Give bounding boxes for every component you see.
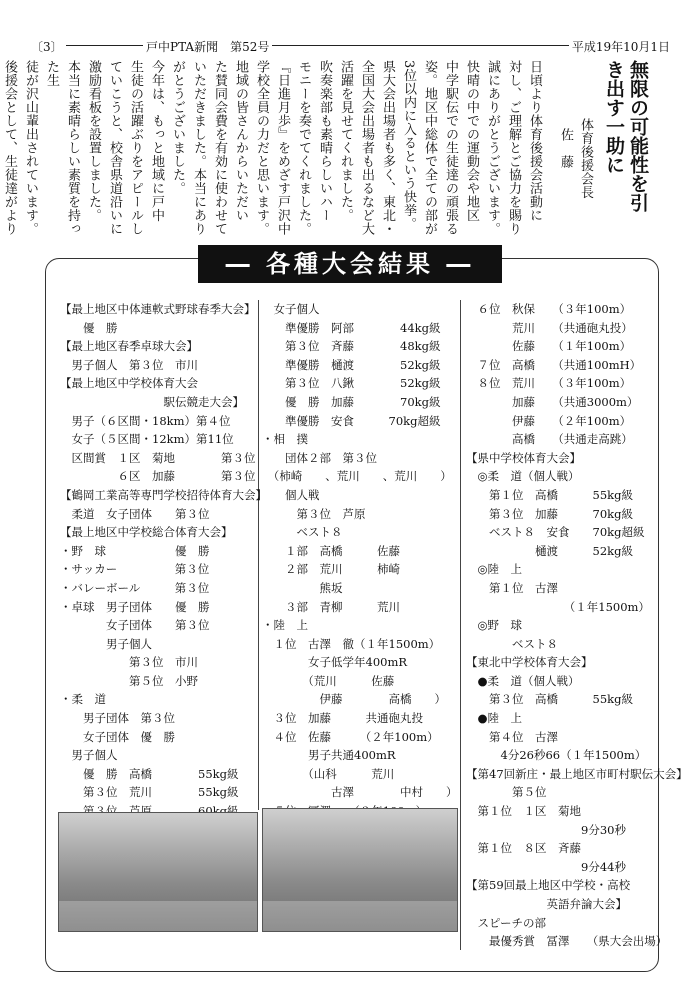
result-line: 9分44秒: [466, 859, 626, 874]
result-line: 【第59回最上地区中学校・高校: [466, 878, 631, 893]
result-line: 男子個人: [60, 748, 118, 763]
article-line: 県大会出場者も多く、東北・: [380, 60, 395, 236]
article-line: モニーを奏でてくれました。: [296, 60, 311, 236]
article-line: 誠にありがとうございます。: [485, 60, 500, 236]
result-line: ６区 加藤 第３位: [60, 469, 256, 484]
result-line: 女子低学年400mR: [262, 655, 408, 670]
result-line: 第３位 高橋 55kg級: [466, 692, 633, 707]
result-line: 熊坂: [262, 580, 343, 595]
result-line: 佐藤 （１年100m）: [466, 339, 632, 354]
result-line: 第３位 八鍬 52kg級: [262, 376, 441, 391]
result-line: 第４位 古澤: [466, 729, 558, 744]
result-line: 準優勝 安食 70kg超級: [262, 413, 441, 428]
result-line: 男子（６区間・18km）第４位: [60, 413, 231, 428]
result-line: ・サッカー 第３位: [60, 562, 210, 577]
result-line: 第３位 芦原: [262, 506, 366, 521]
result-line: 第１位 １区 菊地: [466, 804, 581, 819]
result-line: 4分26秒66（１年1500m）: [466, 748, 647, 763]
result-line: １位 古澤 徹（１年1500m）: [262, 636, 441, 651]
results-column-1: [60, 300, 267, 839]
result-line: ・柔 道: [60, 692, 106, 707]
result-line: ベスト８ 安食 70kg超級: [466, 525, 645, 540]
result-line: 男子共通400mR: [262, 748, 396, 763]
result-line: ８位 荒川 （３年100m）: [466, 376, 632, 391]
result-line: 第３位 荒川 55kg級: [60, 785, 239, 800]
result-line: ７位 高橋 （共通100mH）: [466, 357, 642, 372]
result-line: 【最上地区中体連軟式野球春季大会】: [60, 302, 256, 316]
result-line: 優 勝: [60, 320, 118, 335]
article-line: 吹奏楽部も素晴らしいハー: [317, 60, 332, 222]
result-line: ・陸 上: [262, 618, 308, 633]
result-line: 【最上地区中学校体育大会: [60, 376, 198, 391]
article-line: た賛同会費を有効に使わせて: [212, 60, 227, 236]
result-line: ３位 加藤 共通砲丸投: [262, 711, 423, 726]
result-line: 第１位 ８区 斉藤: [466, 841, 581, 856]
result-line: 最優秀賞 冨澤 （県大会出場）: [466, 934, 668, 949]
result-line: 女子団体 第３位: [60, 618, 210, 633]
result-line: 第３位 加藤 70kg級: [466, 506, 633, 521]
result-line: スピーチの部: [466, 915, 547, 930]
article-line: 後援会として、生徒達がより: [2, 60, 17, 236]
section-title: ― 各種大会結果 ―: [198, 245, 502, 283]
result-line: （１年1500m）: [466, 599, 650, 614]
result-line: ベスト８: [262, 525, 343, 540]
article-line: がとうございました。: [170, 60, 185, 195]
result-line: 優 勝 高橋 55kg級: [60, 766, 239, 781]
result-line: （柿崎 、荒川 、荒川 ）: [262, 469, 452, 484]
results-column-3: [466, 300, 688, 951]
result-line: ●陸 上: [466, 711, 523, 726]
result-line: 第３位 市川: [60, 655, 198, 670]
article-line: 姿。地区中総体で全ての部が: [422, 60, 437, 236]
result-line: 準優勝 樋渡 52kg級: [262, 357, 441, 372]
article-line: 全国大会出場者も出るなど大: [359, 60, 374, 236]
result-line: 柔道 女子団体 第３位: [60, 506, 210, 521]
result-line: 【第47回新庄・最上地区市町村駅伝大会】: [466, 766, 688, 781]
result-line: 女子団体 優 勝: [60, 729, 175, 744]
result-line: 9分30秒: [466, 822, 626, 837]
newspaper-title: 戸中PTA新聞 第52号: [143, 38, 272, 55]
baseball-team-photo: [58, 812, 258, 932]
result-line: 女子個人: [262, 302, 320, 316]
result-line: ・野 球 優 勝: [60, 543, 210, 558]
result-line: 樋渡 52kg級: [466, 543, 633, 558]
result-line: 第１位 古澤: [466, 580, 558, 595]
article-line: 学校全員の力だと思います。: [254, 60, 269, 236]
result-line: 区間賞 １区 菊地 第３位: [60, 450, 256, 465]
result-line: 【最上地区中学校総合体育大会】: [60, 525, 233, 540]
article-line: 3位以内に入るという快挙。: [401, 60, 416, 231]
column-divider: [460, 300, 461, 950]
article-line: ていこうと、校舎県道沿いに: [107, 60, 122, 236]
author-title: 体育後援会長: [578, 118, 593, 199]
result-line: 第３位 斉藤 48kg級: [262, 339, 441, 354]
result-line: 優 勝 加藤 70kg級: [262, 394, 441, 409]
result-line: ２部 荒川 柿崎: [262, 562, 400, 577]
result-line: 駅伝競走大会】: [60, 394, 244, 409]
result-line: ・バレーボール 第３位: [60, 580, 210, 595]
article-line: 今年は、もっと地域に戸中: [149, 60, 164, 222]
result-line: ベスト８: [466, 636, 558, 651]
article-line: 本当に素晴らしい素質を持った生: [44, 60, 80, 236]
result-line: ◎陸 上: [466, 562, 523, 577]
results-column-2: [262, 300, 458, 839]
result-line: 第１位 高橋 55kg級: [466, 487, 633, 502]
article-line: 活躍を見せてくれました。: [338, 60, 353, 222]
article-line: 激励看板を設置しました。: [86, 60, 101, 222]
result-line: 【最上地区春季卓球大会】: [60, 339, 198, 354]
result-line: ●柔 道（個人戦）: [466, 673, 580, 688]
result-line: 団体２部 第３位: [262, 450, 377, 465]
result-line: （山科 荒川: [262, 766, 395, 781]
result-line: 高橋 （共通走高跳）: [466, 432, 633, 447]
result-line: 【県中学校体育大会】: [466, 450, 581, 465]
result-line: ・卓球 男子団体 優 勝: [60, 599, 210, 614]
result-line: ６位 秋保 （３年100m）: [466, 302, 632, 316]
result-line: （荒川 佐藤: [262, 673, 395, 688]
result-line: 準優勝 阿部 44kg級: [262, 320, 441, 335]
result-line: 【東北中学校体育大会】: [466, 655, 593, 670]
result-line: 第５位: [466, 785, 547, 800]
result-line: ３部 青柳 荒川: [262, 599, 400, 614]
result-line: 古澤 中村 ）: [262, 785, 458, 800]
article-headline: 無限の可能性を引き出す一助に: [603, 60, 649, 212]
result-line: ◎野 球: [466, 618, 523, 633]
result-line: ・相 撲: [262, 432, 308, 447]
author-name: 佐 藤: [558, 128, 573, 169]
article-body: [2, 60, 545, 242]
result-line: 英語弁論大会】: [466, 897, 627, 911]
article-line: いただきました。本当にあり: [191, 60, 206, 236]
result-line: 個人戦: [262, 487, 320, 502]
result-line: 第５位 小野: [60, 673, 198, 688]
article-line: 日頃より体育後援会活動に: [527, 60, 542, 222]
result-line: 荒川 （共通砲丸投）: [466, 320, 633, 335]
result-line: 伊藤 高橋 ）: [262, 692, 446, 707]
article-line: 快晴の中での運動会や地区: [464, 60, 479, 222]
result-line: 男子団体 第３位: [60, 711, 175, 726]
award-ceremony-photo: [262, 808, 458, 932]
result-line: 伊藤 （２年100m）: [466, 413, 632, 428]
issue-date: 平成19年10月1日: [569, 38, 673, 55]
article-line: 生徒の活躍ぶりをアピールし: [128, 60, 143, 236]
result-line: 男子個人: [60, 636, 152, 651]
article-line: 中学駅伝での生徒達の頑張る: [443, 60, 458, 236]
result-line: ◎柔 道（個人戦）: [466, 469, 580, 484]
article-line: 徒が沢山輩出されています。: [23, 60, 38, 236]
page-header: [28, 38, 673, 52]
article-line: 地域の皆さんからいただい: [233, 60, 248, 222]
result-line: 女子（５区間・12km）第11位: [60, 432, 234, 447]
result-line: ４位 佐藤 （２年100m）: [262, 729, 439, 744]
article-line: 『日進月歩』をめざす戸沢中: [275, 60, 290, 236]
result-line: １部 高橋 佐藤: [262, 543, 400, 558]
article-line: 対し、ご理解とご協力を賜り: [506, 60, 521, 236]
page-number: 〔3〕: [28, 38, 66, 55]
result-line: 【鶴岡工業高等専門学校招待体育大会】: [60, 487, 267, 502]
result-line: 加藤 （共通3000m）: [466, 394, 639, 409]
result-line: 男子個人 第３位 市川: [60, 357, 198, 372]
